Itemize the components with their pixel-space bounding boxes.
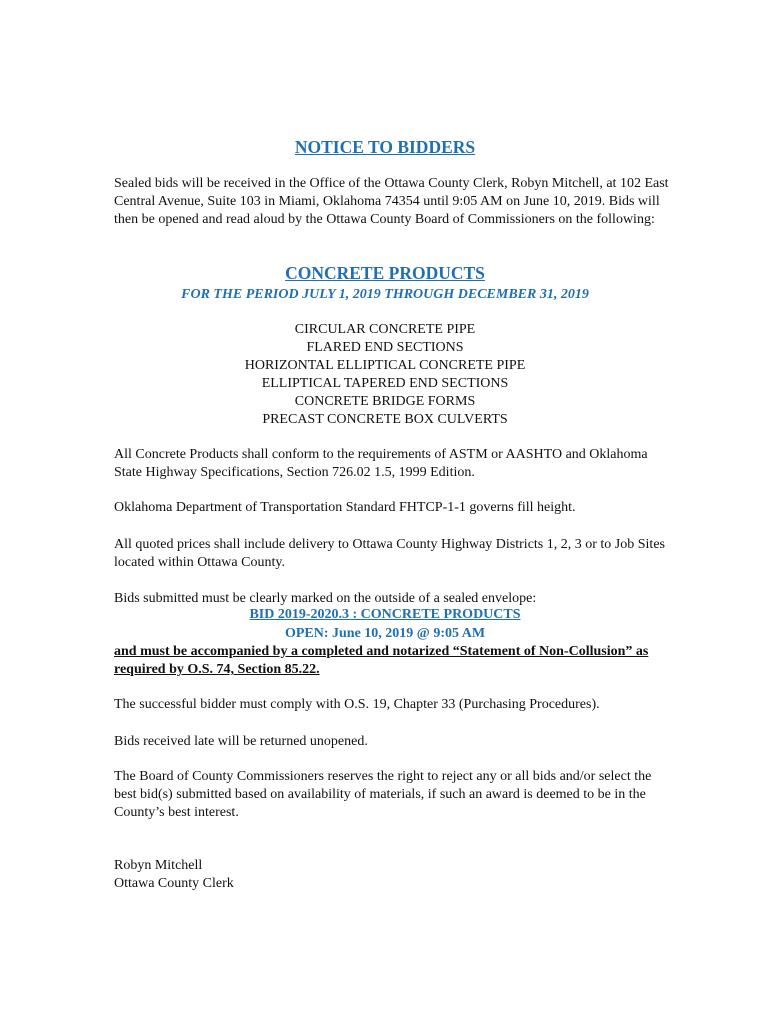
bid-number: BID 2019-2020.3 : CONCRETE PRODUCTS	[249, 607, 521, 622]
bids-marking-paragraph: Bids submitted must be clearly marked on the outside of a sealed envelope:	[114, 591, 537, 606]
signature-title: Ottawa County Clerk	[114, 876, 234, 891]
product-item: ELLIPTICAL TAPERED END SECTIONS	[261, 376, 509, 391]
delivery-paragraph: All quoted prices shall include delivery to Ottawa County Highway Districts 1, 2, 3 or to Job Sites located within Ottawa County.	[114, 537, 665, 570]
collusion-statement: and must be accompanied by a completed and notarized “Statement of Non-Collusion” as required by O.S. 74, Section 85.22.	[114, 644, 649, 677]
odot-paragraph: Oklahoma Department of Transportation Standard FHTCP-1-1 governs fill height.	[114, 500, 576, 515]
product-item: PRECAST CONCRETE BOX CULVERTS	[262, 412, 508, 427]
product-item: HORIZONTAL ELLIPTICAL CONCRETE PIPE	[244, 358, 526, 373]
product-item: FLARED END SECTIONS	[306, 340, 464, 355]
notice-title: NOTICE TO BIDDERS	[294, 137, 476, 157]
reserve-rights-paragraph: The Board of County Commissioners reserves the right to reject any or all bids and/or select the best bid(s) submitted based on availability of materials, if such an award is deemed to be in the County’s best interest.	[114, 769, 652, 820]
intro-paragraph: Sealed bids will be received in the Office of the Ottawa County Clerk, Robyn Mitchell, at 102 East Central Avenue, Suite 103 in Miami, Oklahoma 74354 until 9:05 AM on June 10, 2019. Bids will then be opened and read aloud by the Ottawa County Board of Commissioners on the following:	[114, 176, 669, 227]
product-item: CIRCULAR CONCRETE PIPE	[294, 322, 476, 337]
signature-name: Robyn Mitchell	[114, 858, 203, 873]
compliance-paragraph: The successful bidder must comply with O.S. 19, Chapter 33 (Purchasing Procedures).	[114, 697, 600, 712]
astm-paragraph: All Concrete Products shall conform to the requirements of ASTM or AASHTO and Oklahoma State Highway Specifications, Section 726.02 1.5, 1999 Edition.	[114, 447, 648, 480]
bid-open-date: OPEN: June 10, 2019 @ 9:05 AM	[284, 626, 486, 641]
period-subtitle: FOR THE PERIOD JULY 1, 2019 THROUGH DECEMBER 31, 2019	[181, 287, 589, 302]
late-bids-paragraph: Bids received late will be returned unopened.	[114, 734, 368, 749]
products-heading: CONCRETE PRODUCTS	[285, 263, 485, 283]
product-item: CONCRETE BRIDGE FORMS	[294, 394, 476, 409]
product-item-list	[0, 321, 770, 429]
